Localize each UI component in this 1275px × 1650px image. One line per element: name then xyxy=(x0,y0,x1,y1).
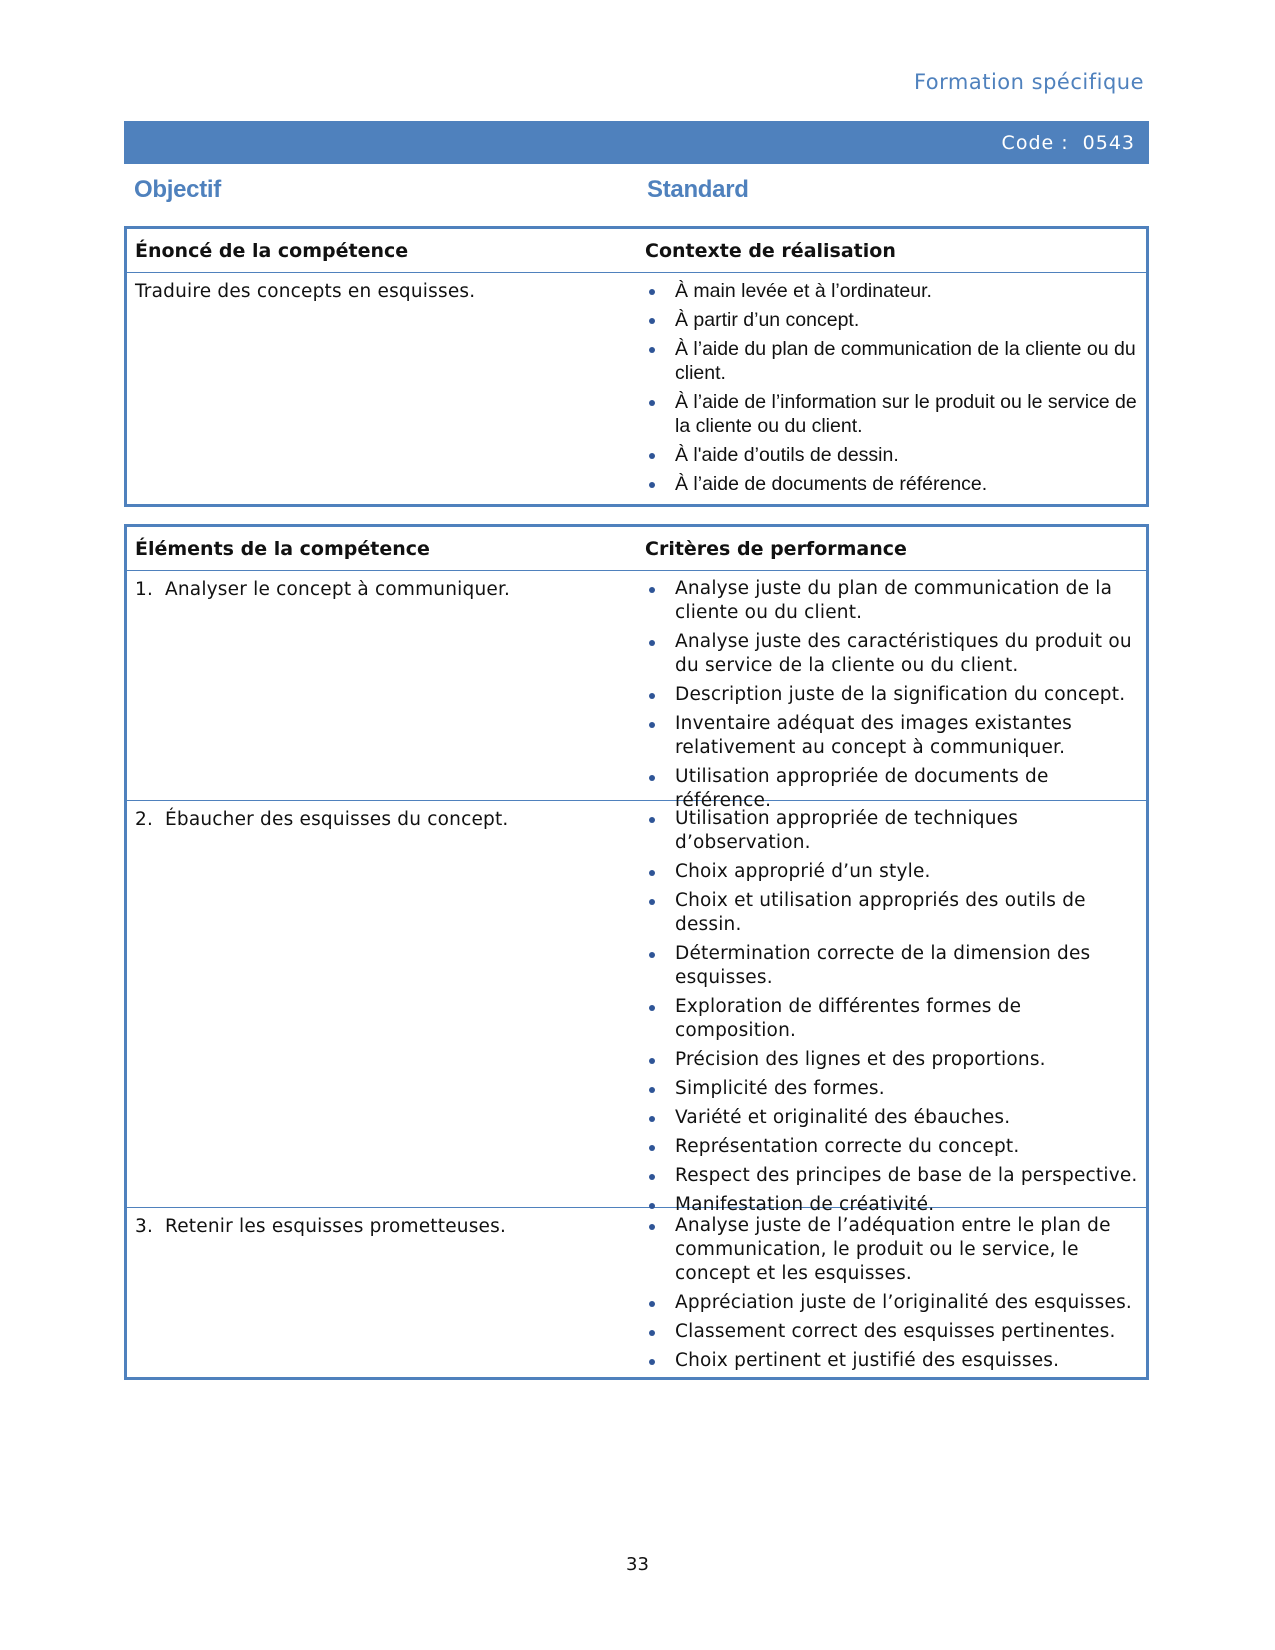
table-header-row xyxy=(127,229,1146,272)
bullet-icon xyxy=(649,1174,655,1180)
bullet-icon xyxy=(649,1301,655,1307)
section-title-standard: Standard xyxy=(647,176,749,203)
criteria-list xyxy=(645,577,1140,813)
section-title-objectif: Objectif xyxy=(134,176,221,203)
list-item: Variété et originalité des ébauches. xyxy=(645,1106,1140,1130)
list-item: Représentation correcte du concept. xyxy=(645,1135,1140,1159)
element-3: 3. Retenir les esquisses prometteuses. xyxy=(135,1216,507,1237)
header-elements: Éléments de la compétence xyxy=(135,537,430,560)
table-row xyxy=(127,570,1146,811)
bullet-icon xyxy=(649,1359,655,1365)
bullet-icon xyxy=(649,453,655,459)
header-criteres: Critères de performance xyxy=(645,537,907,560)
table-row xyxy=(127,1207,1146,1382)
bullet-icon xyxy=(649,1087,655,1093)
list-item: À main levée et à l’ordinateur. xyxy=(645,279,1140,303)
bullet-icon xyxy=(649,1116,655,1122)
list-item: Analyse juste des caractéristiques du produit ou du service de la cliente ou du client. xyxy=(645,630,1140,678)
list-item: Analyse juste de l’adéquation entre le plan de communication, le produit ou le service, le concept et les esquisses. xyxy=(645,1214,1140,1286)
list-item: Exploration de différentes formes de composition. xyxy=(645,995,1140,1043)
bullet-icon xyxy=(649,640,655,646)
bullet-icon xyxy=(649,1145,655,1151)
header-contexte: Contexte de réalisation xyxy=(645,239,896,262)
list-item: Analyse juste du plan de communication de la cliente ou du client. xyxy=(645,577,1140,625)
list-item: Appréciation juste de l’originalité des esquisses. xyxy=(645,1291,1140,1315)
bullet-icon xyxy=(649,899,655,905)
list-item: À l’aide du plan de communication de la cliente ou du client. xyxy=(645,337,1140,385)
bullet-icon xyxy=(649,1330,655,1336)
bullet-icon xyxy=(649,952,655,958)
list-item: Description juste de la signification du concept. xyxy=(645,683,1140,707)
list-item: Précision des lignes et des proportions. xyxy=(645,1048,1140,1072)
list-item: Simplicité des formes. xyxy=(645,1077,1140,1101)
bullet-icon xyxy=(649,1058,655,1064)
bullet-icon xyxy=(649,400,655,406)
criteria-list xyxy=(645,1214,1140,1373)
bullet-icon xyxy=(649,318,655,324)
list-item: Choix pertinent et justifié des esquisses. xyxy=(645,1349,1140,1373)
list-item: Manifestation de créativité. xyxy=(645,1193,1140,1217)
list-item: Utilisation appropriée de techniques d’observation. xyxy=(645,807,1140,855)
bullet-icon xyxy=(649,482,655,488)
list-item: Choix approprié d’un style. xyxy=(645,860,1140,884)
code-label: Code : xyxy=(1001,131,1069,154)
list-item: Classement correct des esquisses pertinentes. xyxy=(645,1320,1140,1344)
section-titles xyxy=(124,176,1149,212)
context-list xyxy=(645,279,1140,496)
list-item: Choix et utilisation appropriés des outils de dessin. xyxy=(645,889,1140,937)
list-item: À l'aide d’outils de dessin. xyxy=(645,443,1140,467)
list-item: Respect des principes de base de la perspective. xyxy=(645,1164,1140,1188)
bullet-icon xyxy=(649,1005,655,1011)
bullet-icon xyxy=(649,587,655,593)
list-item: Détermination correcte de la dimension des esquisses. xyxy=(645,942,1140,990)
list-item: Utilisation appropriée de documents de référence. xyxy=(645,765,1140,813)
bullet-icon xyxy=(649,817,655,823)
list-item: À l’aide de documents de référence. xyxy=(645,472,1140,496)
element-2: 2. Ébaucher des esquisses du concept. xyxy=(135,809,509,830)
bullet-icon xyxy=(649,1203,655,1209)
page-number: 33 xyxy=(626,1554,649,1575)
context-list-cell xyxy=(637,273,1146,505)
criteria-list xyxy=(645,807,1140,1217)
bullet-icon xyxy=(649,722,655,728)
element-1: 1. Analyser le concept à communiquer. xyxy=(135,579,511,600)
page-header-title: Formation spécifique xyxy=(913,70,1144,94)
code-bar xyxy=(124,121,1149,164)
table-header-row xyxy=(127,527,1146,570)
table-row xyxy=(127,272,1146,505)
list-item: Inventaire adéquat des images existantes relativement au concept à communiquer. xyxy=(645,712,1140,760)
competence-table xyxy=(124,226,1149,507)
bullet-icon xyxy=(649,775,655,781)
code-value: 0543 xyxy=(1082,131,1135,154)
competence-statement: Traduire des concepts en esquisses. xyxy=(135,281,476,302)
bullet-icon xyxy=(649,1224,655,1230)
bullet-icon xyxy=(649,870,655,876)
list-item: À partir d’un concept. xyxy=(645,308,1140,332)
header-enonce: Énoncé de la compétence xyxy=(135,239,409,262)
bullet-icon xyxy=(649,347,655,353)
bullet-icon xyxy=(649,289,655,295)
table-row xyxy=(127,800,1146,1215)
elements-table xyxy=(124,524,1149,1380)
list-item: À l’aide de l’information sur le produit ou le service de la cliente ou du client. xyxy=(645,390,1140,438)
bullet-icon xyxy=(649,693,655,699)
